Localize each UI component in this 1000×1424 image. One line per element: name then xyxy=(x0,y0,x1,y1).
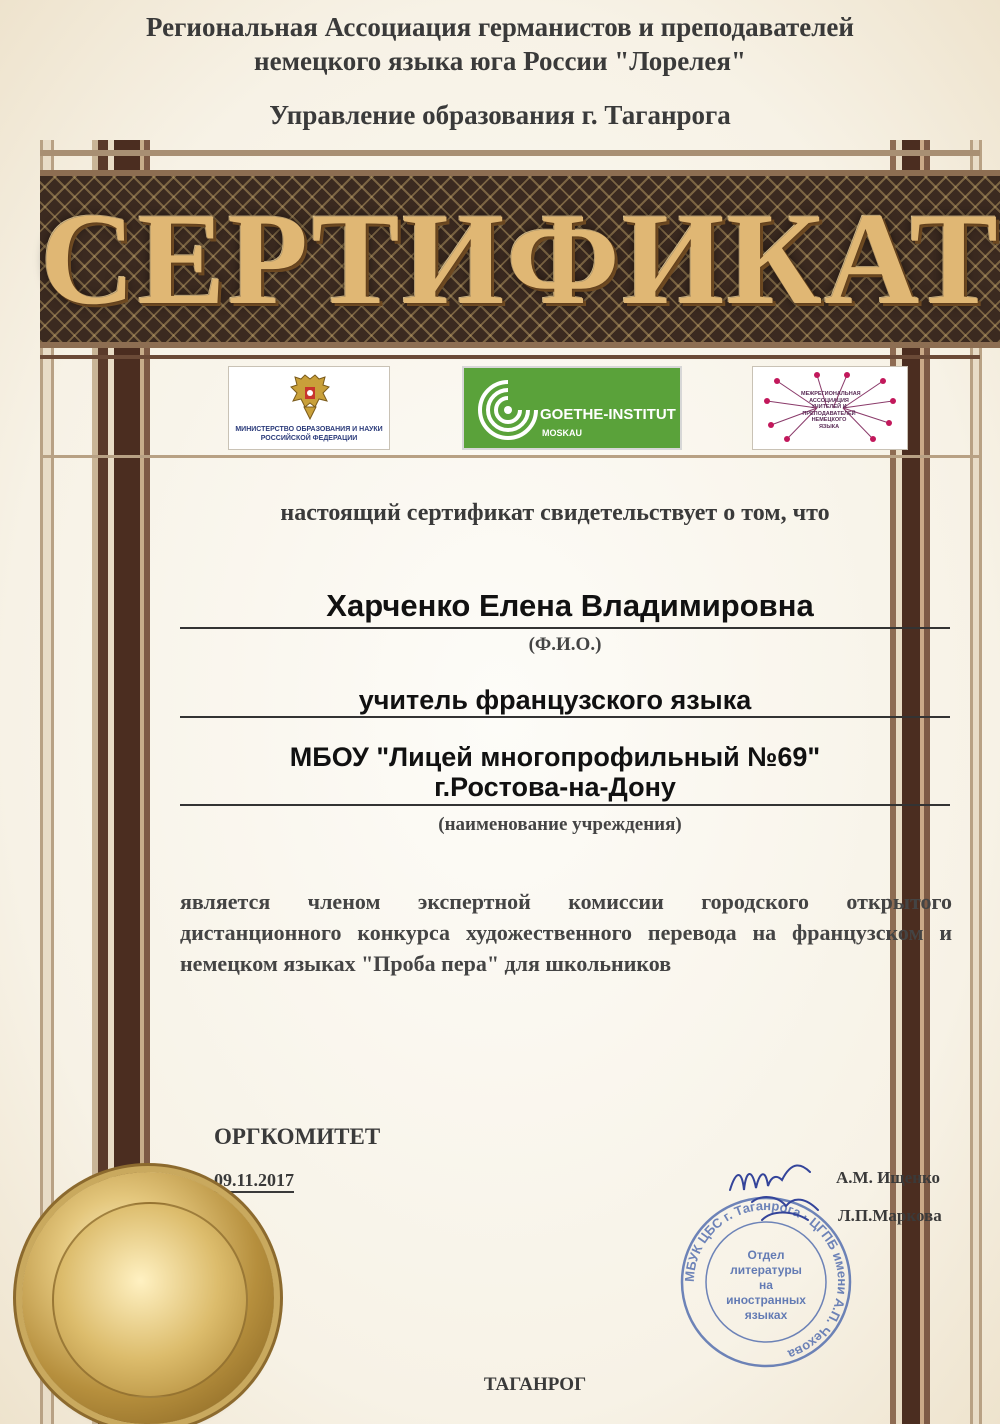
goethe-name: GOETHE-INSTITUT xyxy=(540,406,676,423)
signer-1: А.М. Ищенко xyxy=(836,1168,941,1187)
header-line-3: Управление образования г. Таганрога xyxy=(269,100,731,130)
goethe-city: MOSKAU xyxy=(542,428,582,438)
recipient-name: Харченко Елена Владимировна xyxy=(326,588,814,623)
name-caption: (Ф.И.О.) xyxy=(528,634,602,655)
signer-2: Л.П.Маркова xyxy=(838,1206,942,1225)
double-headed-eagle-icon xyxy=(287,373,333,421)
association-logo xyxy=(752,366,908,450)
frame-divider xyxy=(40,355,980,359)
stamp-outer-text: МБУК ЦБС г. Таганрога · ЦГПБ имени А.П. Чехова xyxy=(681,1197,851,1363)
goethe-arcs-icon xyxy=(476,378,540,442)
association-name: МЕЖРЕГИОНАЛЬНАЯ АССОЦИАЦИЯ УЧИТЕЛЕЙ И ПРЕПОДАВАТЕЛЕЙ НЕМЕЦКОГО ЯЗЫКА xyxy=(801,391,861,430)
orgcommittee-label: ОРГКОМИТЕТ xyxy=(214,1124,381,1149)
intro-text: настоящий сертификат свидетельствует о том, что xyxy=(280,500,830,526)
position-underline xyxy=(180,716,950,718)
organization-underline xyxy=(180,804,950,806)
issue-date: 09.11.2017 xyxy=(214,1170,294,1193)
stamp-center-text: Отдел литературы на иностранных языках xyxy=(726,1248,806,1322)
handwritten-signature xyxy=(722,1150,832,1230)
ministry-name: МИНИСТЕРСТВО ОБРАЗОВАНИЯ И НАУКИ РОССИЙСКОЙ ФЕДЕРАЦИИ xyxy=(235,426,383,442)
header-line-1: Региональная Ассоциация германистов и преподавателей xyxy=(146,12,854,42)
header-line-2: немецкого языка юга России "Лорелея" xyxy=(254,46,746,76)
ministry-logo xyxy=(228,366,390,450)
gold-seal-medal xyxy=(22,1172,274,1424)
name-underline xyxy=(180,627,950,629)
organization-caption: (наименование учреждения) xyxy=(438,814,682,835)
organization-line-1: МБОУ "Лицей многопрофильный №69" xyxy=(289,742,821,772)
recipient-position: учитель французского языка xyxy=(358,685,752,715)
city-name: ТАГАНРОГ xyxy=(483,1374,587,1395)
frame-divider-thin xyxy=(40,455,980,458)
gold-seal-inner xyxy=(52,1202,248,1398)
certificate-statement: является членом экспертной комиссии городского открытого дистанционного конкурса художественного перевода на французском и немецком языках "Проба пера" для школьников xyxy=(180,889,952,976)
frame-top-line xyxy=(40,150,980,156)
goethe-logo xyxy=(462,366,682,450)
organization-line-2: г.Ростова-на-Дону xyxy=(434,772,676,802)
certificate-title: СЕРТИФИКАТ xyxy=(40,184,1000,332)
